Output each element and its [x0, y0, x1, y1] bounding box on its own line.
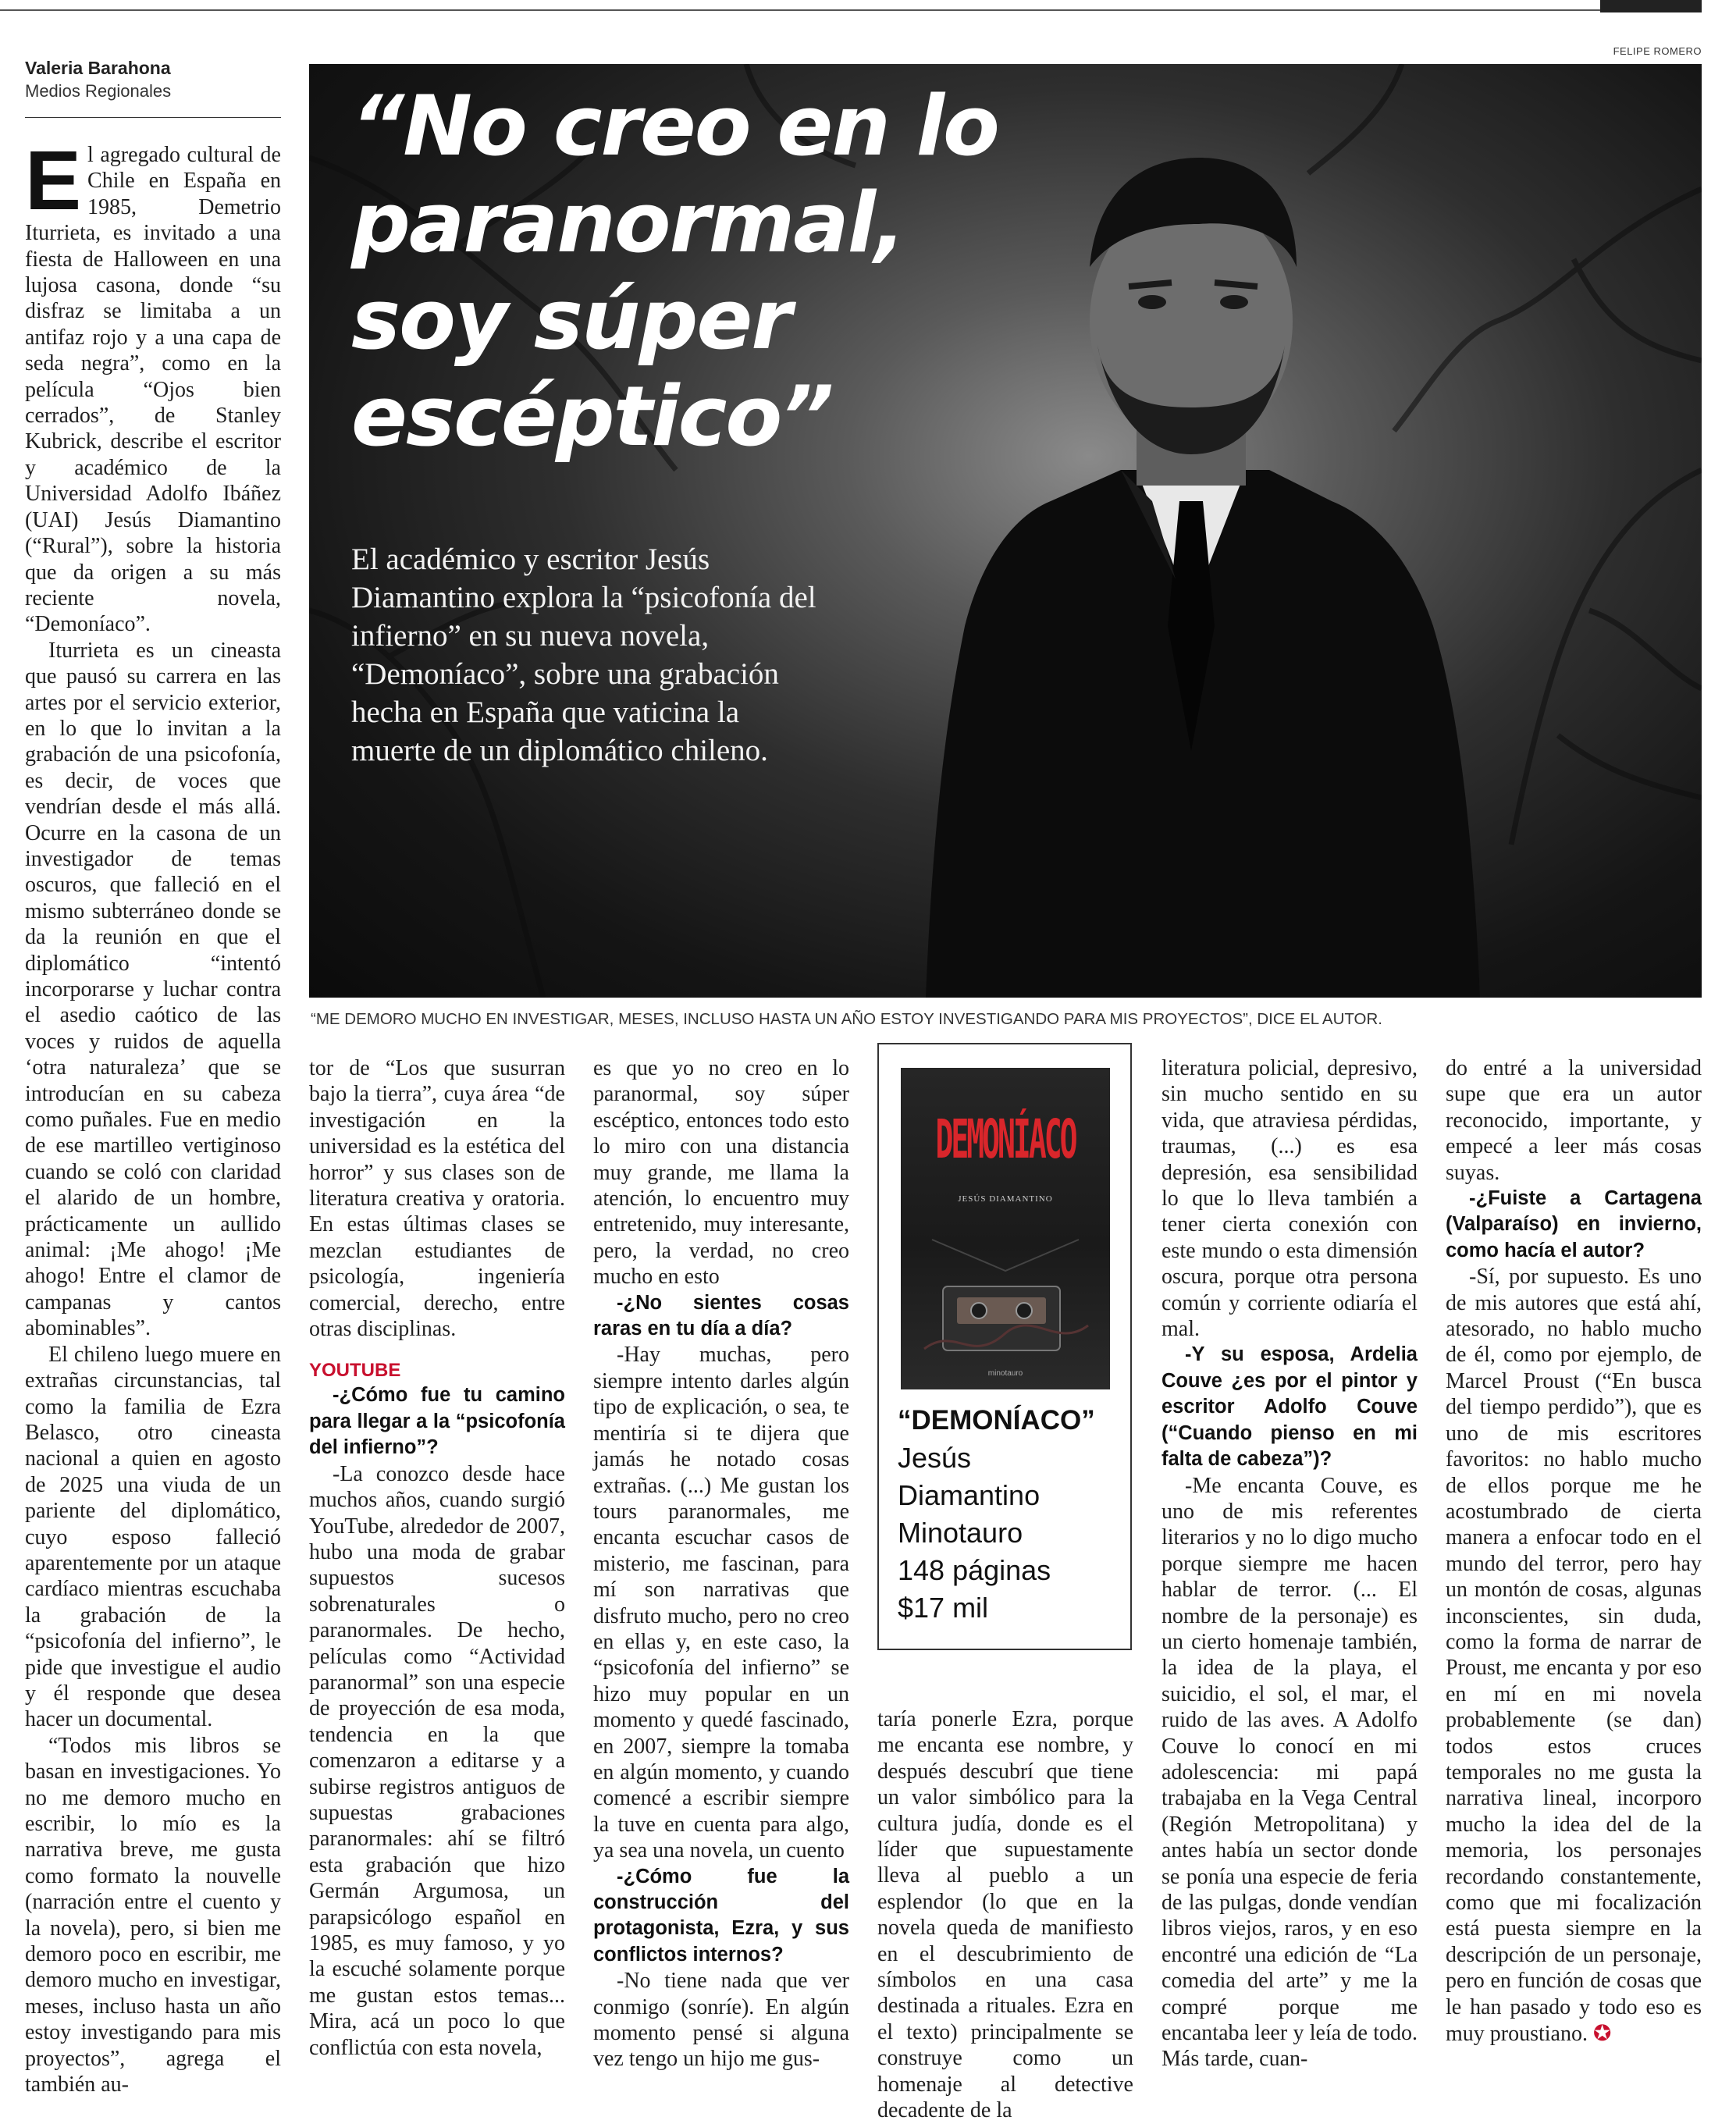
book-publisher: Minotauro: [898, 1517, 1023, 1549]
book-cover: [901, 1068, 1110, 1389]
paragraph: es que yo no creo en lo paranormal, soy súper escéptico, entonces todo esto lo miro con una distancia muy grande, me llama la atención, lo encuentro muy entretenido, muy interesante, pero, la verdad, no creo mucho en esto: [593, 1056, 849, 1290]
hero-photo: [309, 64, 1702, 998]
column-1: [25, 133, 281, 2097]
column-4: [877, 1706, 1133, 2124]
column-2: [309, 1055, 565, 2061]
paragraph: do entré a la universidad supe que era un autor reconocido, importante, y empecé a leer más cosas suyas.: [1446, 1056, 1702, 1185]
book-title: “DEMONÍACO”: [898, 1405, 1095, 1436]
answer: -Hay muchas, pero siempre intento darles algún tipo de explicación, o sea, te mentiría si te dijera que jamás he notado cosas extrañas. (...) Me gustan los tours paranormales, me encanta escuchar casos de misterio, me fascinan, para mí son narrativas que disfruto mucho, pero no creo en ellas y, en este caso, la “psicofonía del infierno” se hizo muy popular en un momento y quedé fascinado, en 2007, siempre la tomaba en algún momento, y cuando comencé a escribir siempre la tuve en cuenta para algo, ya sea una novela, un cuento: [593, 1343, 849, 1863]
paragraph: El chileno luego muere en extrañas circunstancias, tal como la familia de Ezra Belasco, otro cineasta nacional a quien en agosto de 2025 una viuda de un pariente del diplomático, cuyo esposo falleció aparentemente por un ataque cardíaco mientras escuchaba la grabación de la “psicofonía del infierno”, le pide que investigue el audio y él responde que desea hacer un documental.: [25, 1342, 281, 1732]
headline-line: “No creo en lo: [351, 78, 998, 174]
top-corner-block: [1600, 0, 1702, 12]
paragraph: literatura policial, depresivo, sin mucho sentido en su vida, que atraviesa pérdidas, traumas, (...) es esa depresión, esa sensibilidad lo que lo lleva también a tener cierta conexión con este mundo o esta dimensión oscura, porque otra persona común y corriente odiaría el mal.: [1161, 1056, 1418, 1342]
question: -¿Cómo fue la construcción del protagonista, Ezra, y sus conflictos internos?: [593, 1865, 849, 1966]
book-cover-publisher: minotauro: [987, 1369, 1023, 1378]
question: -¿Cómo fue tu camino para llegar a la “psicofonía del infierno”?: [309, 1384, 565, 1459]
answer: -Sí, por supuesto. Es uno de mis autores que está ahí, atesorado, no hablo mucho de él, como por ejemplo, de Marcel Proust (“En busca del tiempo perdido”), que es uno de mis escritores favoritos: no hablo mucho de ellos porque me he acostumbrado de cierta manera a enfocar todo en el mundo del terror, pero hay un montón de cosas, algunas inconscientes, sin duda, como la forma de narrar de Proust, me encanta y por eso en mí en mi novela probablemente (se dan) todos estos cruces temporales no me gusta la narrativa lineal, incorporo mucho la idea del de la memoria, los personajes recordando constantemente, como que mi focalización está puesta siempre en la descripción de un personaje, pero en función de cosas que le han pasado y todo eso es muy proustiano. ✪: [1446, 1265, 1702, 2047]
lede-line: muerte de un diplomático chileno.: [351, 734, 768, 767]
column-3: [593, 1055, 849, 2072]
lede-line: El académico y escritor Jesús: [351, 543, 710, 576]
paragraph: El agregado cultural de Chile en España en 1985, Demetrio Iturrieta, es invitado a una fiesta de Halloween en una lujosa casona, donde “su disfraz se limitaba a un antifaz rojo y a una capa de seda negra”, como en la película “Ojos bien cerrados”, de Stanley Kubrick, describe el escritor y académico de la Universidad Adolfo Ibáñez (UAI) Jesús Diamantino (“Rural”), sobre la historia que da origen a su más reciente novela, “Demoníaco”.: [25, 133, 281, 637]
lede-line: infierno” en su nueva novela,: [351, 619, 710, 653]
question: -¿No sientes cosas raras en tu día a día?: [593, 1291, 849, 1340]
answer: -Me encanta Couve, es uno de mis referentes literarios y no lo digo mucho porque siempre me hacen hablar de terror. (... El nombre de la personaje) es un cierto homenaje también, la idea de la playa, el suicidio, el sol, el mar, el ruido de las aves. A Adolfo Couve lo conocí en mi adolescencia: mi papá trabajaba en la Vega Central (Región Metropolitana) y antes había un sector donde se ponía una especie de feria de las pulgas, donde vendían libros viejos, raros, y en eso encontré una edición de “La comedia del arte” y me la compré porque me encantaba leer y leía de todo. Más tarde, cuan-: [1161, 1473, 1418, 2072]
photo-caption: “ME DEMORO MUCHO EN INVESTIGAR, MESES, INCLUSO HASTA UN AÑO ESTOY INVESTIGANDO PARA MIS PROYECTOS”, DICE EL AUTOR.: [311, 1010, 1382, 1028]
book-cover-author: JESÚS DIAMANTINO: [958, 1194, 1053, 1204]
book-info-box: [877, 1043, 1132, 1650]
byline-rule: [25, 117, 281, 118]
end-mark-icon: ✪: [1593, 2020, 1612, 2047]
column-6: [1446, 1055, 1702, 2047]
headline-line: soy súper: [351, 272, 791, 368]
headline: [351, 78, 998, 465]
book-author: Jesús: [898, 1442, 972, 1474]
section-heading: YOUTUBE: [309, 1360, 401, 1382]
byline-outlet: Medios Regionales: [25, 81, 172, 101]
headline-line: escéptico”: [351, 368, 833, 464]
column-5: [1161, 1055, 1418, 2072]
book-price: $17 mil: [898, 1592, 989, 1624]
top-rule: [0, 9, 1600, 11]
question: -¿Fuiste a Cartagena (Valparaíso) en invierno, como hacía el autor?: [1446, 1187, 1702, 1261]
book-details: [898, 1402, 1124, 1627]
paragraph: tor de “Los que susurran bajo la tierra”, cuya área “de investigación en la universidad es la estética del horror” y sus clases son de literatura creativa y oratoria. En estas últimas clases se mezclan estudiantes de psicología, ingeniería comercial, derecho, entre otras disciplinas.: [309, 1056, 565, 1342]
paragraph: taría ponerle Ezra, porque me encanta ese nombre, y después descubrí que tiene un valor simbólico para la cultura judía, donde es el líder que supuestamente lleva al pueblo a un esplendor (lo que en la novela queda de manifiesto en el descubrimiento de símbolos en una casa destinada a rituales. Ezra en el texto) principalmente se construye como un homenaje al detective decadente de la: [877, 1707, 1133, 2123]
answer: -No tiene nada que ver conmigo (sonríe). En algún momento pensé si alguna vez tengo un hijo me gus-: [593, 1969, 849, 2072]
lede: [351, 540, 816, 770]
photo-credit: FELIPE ROMERO: [1613, 45, 1702, 57]
headline-line: paranormal,: [351, 175, 905, 271]
paragraph: “Todos mis libros se basan en investigaciones. Yo no me demoro mucho en escribir, lo mío es la narrativa breve, me gusta como formato la nouvelle (narración entre el cuento y la novela), pero, si bien me demoro poco en escribir, me demoro mucho en investigar, meses, incluso hasta un año estoy investigando para mis proyectos”, agrega el también au-: [25, 1733, 281, 2097]
drop-cap: E: [25, 133, 82, 227]
byline-author: Valeria Barahona: [25, 58, 171, 78]
figure: [926, 158, 1480, 998]
book-author: Diamantino: [898, 1479, 1041, 1511]
book-cover-title: DEMONÍACO: [935, 1108, 1076, 1171]
cassette-tape-icon: [901, 1216, 1110, 1372]
answer: -La conozco desde hace muchos años, cuando surgió YouTube, alrededor de 2007, hubo una moda de grabar supuestos sucesos sobrenaturales o paranormales. De hecho, películas como “Actividad paranormal” son una especie de proyección de esa moda, tendencia en la que comenzaron a editarse y a subirse registros antiguos de supuestas grabaciones paranormales: ahí se filtró esta grabación que hizo Germán Argumosa, un parapsicólogo español en 1985, es muy famoso, y yo la escuché solamente porque me gustan estos temas... Mira, acá un poco lo que conflictúa con esta novela,: [309, 1461, 565, 2060]
lede-line: Diamantino explora la “psicofonía del: [351, 581, 816, 614]
paragraph: Iturrieta es un cineasta que pausó su carrera en las artes por el servicio exterior, en lo que lo invitan a la grabación de una psicofonía, es decir, de voces que vendrían desde el más allá. Ocurre en la casona de un investigador de temas oscuros, que falleció en el mismo subterráneo donde se da la reunión en que el diplomático “intentó incorporarse y luchar contra el asedio caótico de las voces y ruidos de aquella ‘otra naturaleza’ que se introducían en su cabeza como puñales. Fue en medio de ese martilleo vertiginoso cuando se coló con claridad el alarido de un hombre, prácticamente un aullido animal: ¡Me ahogo! ¡Me ahogo! Entre el clamor de campanas y cantos abominables”.: [25, 638, 281, 1341]
lede-line: “Demoníaco”, sobre una grabación: [351, 657, 779, 691]
book-pages: 148 páginas: [898, 1554, 1051, 1586]
question: -Y su esposa, Ardelia Couve ¿es por el pintor y escritor Adolfo Couve (“Cuando pienso en mi falta de cabeza”)?: [1161, 1343, 1418, 1471]
lede-line: hecha en España que vaticina la: [351, 696, 740, 729]
